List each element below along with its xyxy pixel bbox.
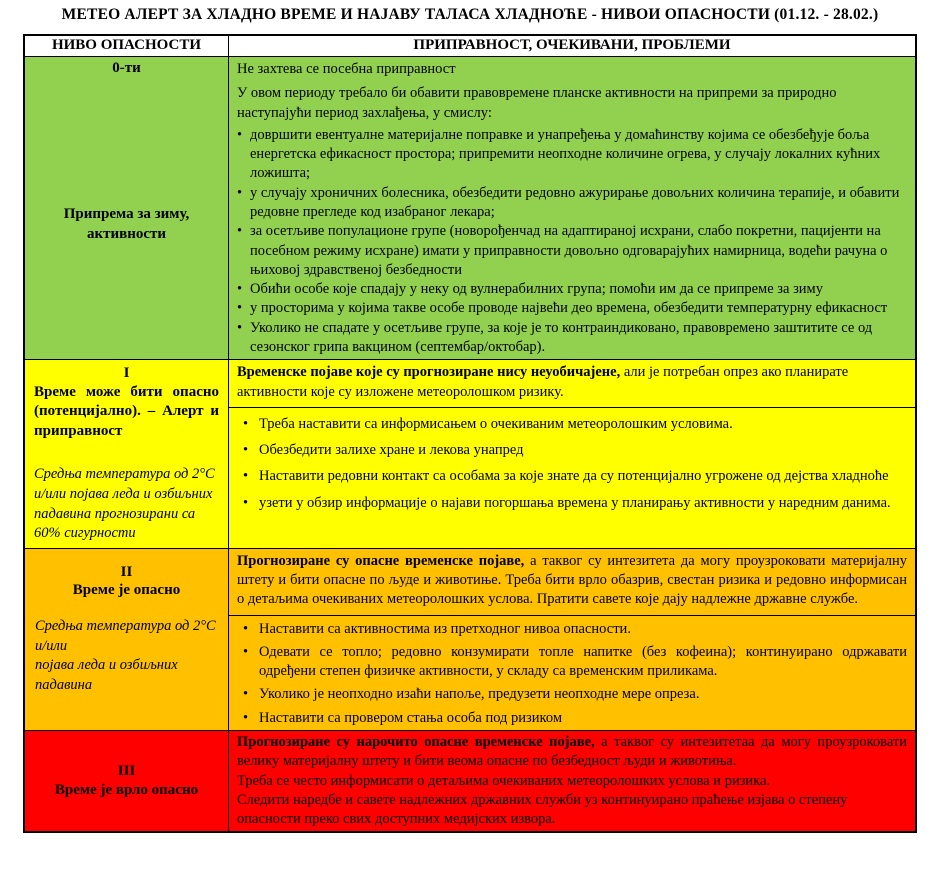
level0-paragraph: У овом периоду требало би обавити правовремене планске активности на припреми за природно наступајући период захлађења, у смислу: [237, 85, 837, 121]
level1-id: I [123, 365, 130, 382]
list-item: • за осетљиве популационе групе (новорођенчад на адаптираној исхрани, слабо покретни, пацијенти на посебном режиму исхране) имати у приправности довољно одговарајућих намирница, водећи рачуна о њиховој здравственој безбедности [237, 223, 888, 278]
level2-info-cell [229, 549, 915, 730]
alert-row-level0 [25, 56, 915, 359]
alert-row-level3 [25, 730, 915, 831]
list-item: • у просторима у којима такве особе проводе највећи део времена, обезбедити температурну ефикасност [237, 299, 907, 318]
bullet-icon: • [243, 643, 249, 660]
level1-info-cell [229, 360, 915, 548]
bullet-icon: • [243, 415, 249, 432]
level3-line3: Следити наредбе и савете надлежних државних служби уз континуирано праћење изјава о степену опасности преко свих доступних медијских извора. [237, 791, 848, 828]
level1-criteria: Средња температура од 2°C и/или појава леда и озбиљних падавина прогнозирани са 60% сигурности [34, 466, 215, 542]
level3-name: Време је врло опасно [54, 781, 199, 798]
bullet-icon: • [237, 184, 243, 201]
bullet-icon: • [243, 709, 249, 726]
bullet-icon: • [237, 281, 243, 298]
divider [229, 407, 915, 408]
level2-criteria: Средња температура од 2°C и/или појава леда и озбиљних падавина [35, 617, 216, 693]
table-header-row [25, 36, 915, 56]
header-level-col: НИВО ОПАСНОСТИ [25, 36, 229, 56]
page-title: МЕТЕО АЛЕРТ ЗА ХЛАДНО ВРЕМЕ И НАЈАВУ ТАЛАСА ХЛАДНОЋЕ - НИВОИ ОПАСНОСТИ (01.12. - 28.02.) [61, 6, 879, 23]
level3-cell [25, 731, 229, 831]
level1-cell [25, 360, 229, 548]
bullet-icon: • [243, 494, 249, 511]
bullet-icon: • [243, 686, 249, 703]
list-item: • узети у обзир информације о најави погоршања времена у планирању активности у наредним данима. [237, 494, 907, 513]
level0-intro: Не захтева се посебна приправност [237, 61, 456, 77]
level0-cell [25, 57, 229, 359]
list-item: • Треба наставити са информисањем о очекиваним метеоролошким условима. [237, 415, 907, 434]
list-item: • Обезбедити залихе хране и лекова унапред [237, 441, 907, 460]
list-item: • Уколико је неопходно изаћи напоље, предузети неопходне мере опреза. [237, 685, 907, 704]
level0-name: Припрема за зиму, активности [63, 206, 190, 242]
bullet-icon: • [243, 468, 249, 485]
bullet-icon: • [237, 300, 243, 317]
header-info-col: ПРИПРАВНОСТ, ОЧЕКИВАНИ, ПРОБЛЕМИ [229, 36, 915, 56]
list-item: • Наставити са провером стања особа под ризиком [237, 709, 907, 728]
level3-intro: Прогнозиране су нарочито опасне временске појаве, а таквог су интезитетаа да могу проузроковати велику материјалну штету и бити веома опасне по безбедност људи и животиња. [237, 733, 907, 770]
level3-info-cell [229, 731, 915, 831]
alert-row-level1 [25, 359, 915, 548]
list-item: • Наставити редовни контакт са особама за које знате да су потенцијално угрожене од дејства хладноће [237, 467, 907, 486]
level1-intro: Временске појаве које су прогнозиране нису неуобичајене, али је потребан опрез ако планирате активности које су изложене метеоролошком ризику. [237, 364, 849, 400]
bullet-icon: • [243, 620, 249, 637]
alert-row-level2 [25, 548, 915, 730]
level0-bullet-list [237, 126, 907, 357]
list-item: • у случају хроничних болесника, обезбедити редовно ажурирање довољних количина терапије, и обавити редовне прегледе код изабраног лекара; [237, 184, 900, 220]
bullet-icon: • [237, 126, 243, 143]
list-item: • Наставити са активностима из претходног нивоа опасности. [237, 620, 907, 639]
bullet-icon: • [243, 442, 249, 459]
list-item: • довршити евентуалне материјалне поправке и унапређења у домаћинству којима се обезбеђује боља енергетска ефикасност простора; припремити неопходне количине огрева, у случају локалних кућних ложишта; [237, 126, 881, 182]
bullet-icon: • [237, 223, 243, 240]
list-item: • Обићи особе које спадају у неку од вулнерабилних група; помоћи им да се припреме за зиму [237, 280, 907, 299]
level2-bullet-list [237, 620, 907, 728]
level2-intro: Прогнозиране су опасне временске појаве, а таквог су интезитета да могу проузроковати материјалну штету и бити опасне по људе и животиње. Треба бити врло обазрив, свестан ризика и редовно информисан о детаљима очекиваних метеоролошких услова. Пратити савете које дају надлежне државне службе. [237, 552, 907, 608]
level3-line2: Треба се често информисати о детаљима очекиваних метеоролошких услова и ризика. [237, 772, 771, 789]
list-item: • Одевати се топло; редовно конзумирати топле напитке (без кофеина); континуирано одржавати одређени степен физичке активности, у складу са временским приликама. [243, 643, 907, 680]
alert-table [23, 34, 917, 833]
level2-id: II [120, 563, 133, 580]
divider [229, 615, 915, 616]
level0-info-cell [229, 57, 915, 359]
bullet-icon: • [237, 319, 243, 336]
list-item: • Уколико не спадате у осетљиве групе, за које је то контраиндиковано, правовремено заштитите се од сезонског грипа вакцином (септембар/октобар). [237, 319, 873, 355]
level0-id: 0-ти [112, 60, 141, 76]
level3-id: III [117, 763, 136, 780]
level1-name: Време може бити опасно (потенцијално). – Алерт и приправност [34, 383, 219, 439]
level2-name: Време је опасно [72, 582, 181, 599]
level2-cell [25, 549, 229, 730]
level1-bullet-list [237, 415, 907, 513]
